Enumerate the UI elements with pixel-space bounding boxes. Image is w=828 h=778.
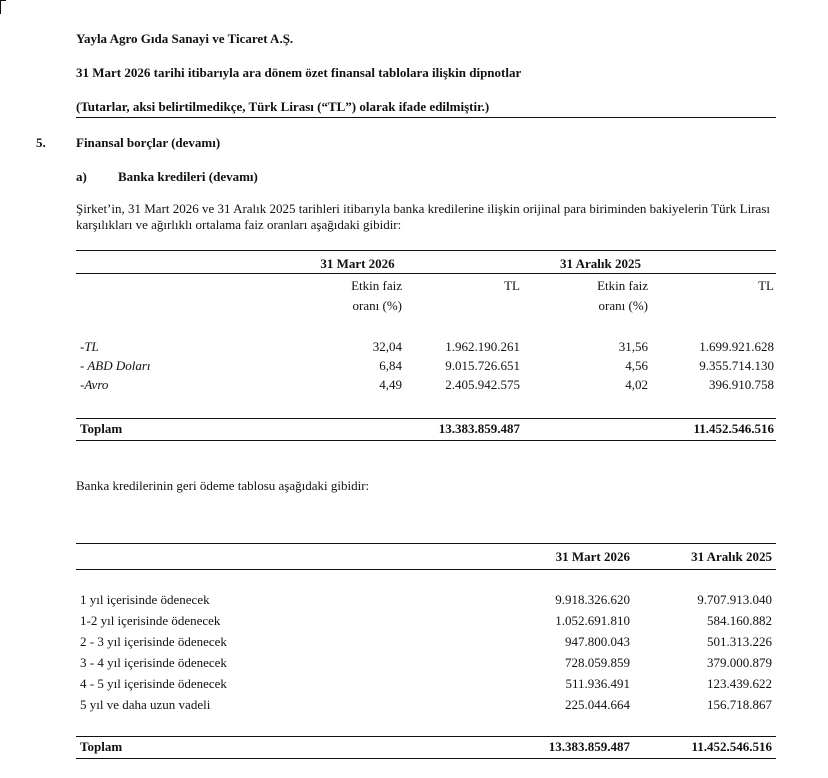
row-tl2: 9.355.714.130 bbox=[699, 358, 774, 373]
intro-paragraph: Şirket’in, 31 Mart 2026 ve 31 Aralık 2025 tarihleri itibarıyla banka kredilerine ilişkin orijinal para biriminden bakiyelerin Türk Lirası karşılıkları ve ağırlıklı ortalama faiz oranları aşağıdaki gibidir: bbox=[76, 201, 770, 232]
tl-header-1: TL bbox=[504, 278, 520, 293]
total-label: Toplam bbox=[80, 739, 123, 754]
table-row bbox=[0, 675, 828, 693]
row-label: - ABD Doları bbox=[80, 358, 151, 373]
subsection-label: a) bbox=[76, 169, 87, 184]
row-label: 1 yıl içerisinde ödenecek bbox=[80, 592, 210, 607]
report-subtitle: 31 Mart 2026 tarihi itibarıyla ara dönem özet finansal tablolara ilişkin dipnotlar bbox=[76, 65, 522, 80]
rate-header-2b: oranı (%) bbox=[598, 298, 648, 313]
row-rate2: 31,56 bbox=[618, 339, 648, 354]
total-value-2: 11.452.546.516 bbox=[691, 739, 772, 754]
total-row bbox=[0, 738, 828, 756]
row-label: 4 - 5 yıl içerisinde ödenecek bbox=[80, 676, 227, 691]
row-label: 3 - 4 yıl içerisinde ödenecek bbox=[80, 655, 227, 670]
row-value-1: 511.936.491 bbox=[565, 676, 630, 691]
repayment-intro: Banka kredilerinin geri ödeme tablosu aşağıdaki gibidir: bbox=[76, 478, 370, 493]
table-row bbox=[0, 338, 828, 356]
table1-top-rule bbox=[76, 250, 776, 251]
total-label: Toplam bbox=[80, 421, 123, 436]
row-rate2: 4,02 bbox=[625, 377, 648, 392]
subsection-title: Banka kredileri (devamı) bbox=[118, 169, 258, 184]
row-label: 2 - 3 yıl içerisinde ödenecek bbox=[80, 634, 227, 649]
table2-bottom-rule bbox=[76, 758, 776, 759]
row-rate1: 4,49 bbox=[379, 377, 402, 392]
row-label: 5 yıl ve daha uzun vadeli bbox=[80, 697, 211, 712]
row-rate1: 6,84 bbox=[379, 358, 402, 373]
row-value-1: 1.052.691.810 bbox=[555, 613, 630, 628]
total-value-1: 13.383.859.487 bbox=[548, 739, 630, 754]
row-label: -Avro bbox=[80, 377, 109, 392]
table-row bbox=[0, 591, 828, 609]
table-row bbox=[0, 612, 828, 630]
currency-note: (Tutarlar, aksi belirtilmedikçe, Türk Lirası (“TL”) olarak ifade edilmiştir.) bbox=[76, 99, 490, 114]
row-value-2: 501.313.226 bbox=[707, 634, 772, 649]
row-value-2: 379.000.879 bbox=[707, 655, 772, 670]
row-value-2: 123.439.622 bbox=[707, 676, 772, 691]
row-value-1: 728.059.859 bbox=[565, 655, 630, 670]
row-tl1: 1.962.190.261 bbox=[445, 339, 520, 354]
table-row bbox=[0, 654, 828, 672]
table1-bottom-rule bbox=[76, 440, 776, 441]
table1-period2-header: 31 Aralık 2025 bbox=[560, 256, 641, 271]
total-row bbox=[0, 420, 828, 438]
row-label: 1-2 yıl içerisinde ödenecek bbox=[80, 613, 221, 628]
row-value-2: 156.718.867 bbox=[707, 697, 772, 712]
row-value-1: 225.044.664 bbox=[565, 697, 630, 712]
section-title: Finansal borçlar (devamı) bbox=[76, 135, 221, 150]
table2-top-rule bbox=[76, 543, 776, 544]
row-tl2: 1.699.921.628 bbox=[699, 339, 774, 354]
row-value-1: 947.800.043 bbox=[565, 634, 630, 649]
table2-period1-header: 31 Mart 2026 bbox=[555, 549, 630, 564]
row-value-1: 9.918.326.620 bbox=[555, 592, 630, 607]
table2-period2-header: 31 Aralık 2025 bbox=[691, 549, 772, 564]
table-row bbox=[0, 376, 828, 394]
rate-header-1b: oranı (%) bbox=[352, 298, 402, 313]
total-value-2: 11.452.546.516 bbox=[693, 421, 774, 436]
total-value-1: 13.383.859.487 bbox=[438, 421, 520, 436]
table1-total-rule bbox=[76, 418, 776, 419]
row-tl1: 2.405.942.575 bbox=[445, 377, 520, 392]
tl-header-2: TL bbox=[758, 278, 774, 293]
row-value-2: 9.707.913.040 bbox=[697, 592, 772, 607]
row-label: -TL bbox=[80, 339, 99, 354]
row-tl1: 9.015.726.651 bbox=[445, 358, 520, 373]
table-row bbox=[0, 696, 828, 714]
table2-total-rule bbox=[76, 736, 776, 737]
table-row bbox=[0, 357, 828, 375]
table-row bbox=[0, 633, 828, 651]
row-value-2: 584.160.882 bbox=[707, 613, 772, 628]
table2-header-rule bbox=[76, 569, 776, 570]
table1-header-rule bbox=[76, 273, 776, 274]
rate-header-1a: Etkin faiz bbox=[351, 278, 402, 293]
section-number: 5. bbox=[36, 135, 46, 150]
company-name: Yayla Agro Gıda Sanayi ve Ticaret A.Ş. bbox=[76, 31, 294, 46]
table1-period1-header: 31 Mart 2026 bbox=[320, 256, 395, 271]
row-rate2: 4,56 bbox=[625, 358, 648, 373]
row-tl2: 396.910.758 bbox=[709, 377, 774, 392]
rate-header-2a: Etkin faiz bbox=[597, 278, 648, 293]
header-rule bbox=[76, 117, 776, 118]
row-rate1: 32,04 bbox=[372, 339, 402, 354]
